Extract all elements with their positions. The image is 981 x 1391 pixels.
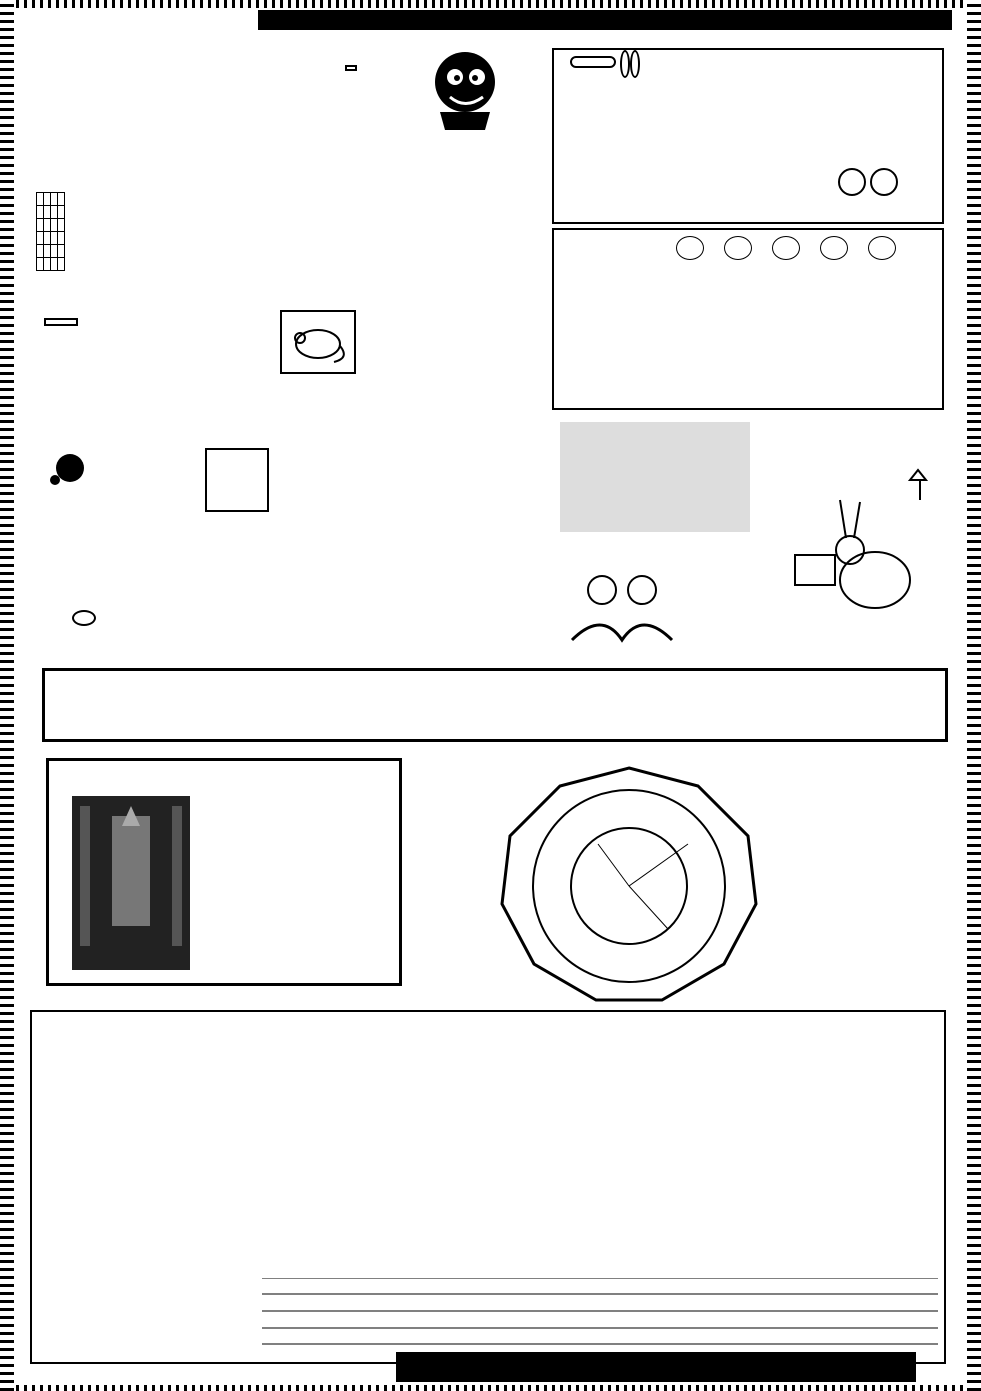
hot-num: [820, 236, 848, 260]
pick-side: [570, 56, 616, 68]
banner-box: [42, 668, 948, 742]
ornament-icon: [45, 448, 95, 488]
mascot-icon: [405, 42, 515, 132]
hot-num: [868, 236, 896, 260]
table-row: [37, 206, 65, 219]
tarot-card-image: [72, 796, 190, 970]
neimu-label: [205, 448, 269, 512]
ball: [870, 168, 898, 196]
col-header: [37, 193, 44, 206]
table-row: [37, 219, 65, 232]
bottom-border: [0, 1385, 981, 1391]
ball: [838, 168, 866, 196]
children-icon: [562, 560, 682, 650]
pick-ball: [630, 50, 640, 78]
footer-bar: [396, 1352, 916, 1382]
header-bar: [258, 10, 952, 30]
rat-picture: [280, 310, 356, 374]
hot-num: [724, 236, 752, 260]
col-header: [44, 193, 51, 206]
pick-title: [620, 52, 640, 76]
hot-num: [772, 236, 800, 260]
top-border: [0, 0, 981, 8]
badge-baifa: [345, 65, 357, 71]
zodiac-wheel: [498, 764, 760, 1004]
rat-icon: [282, 312, 354, 372]
col-header: [58, 193, 65, 206]
left-border: [0, 0, 14, 1391]
rabbit-icon: [770, 460, 940, 660]
table-row: [37, 258, 65, 271]
tip-burst: [72, 610, 96, 626]
right-border: [967, 0, 981, 1391]
slogan-block: [560, 422, 750, 532]
hierophant-icon: [72, 796, 190, 970]
pick-ball: [620, 50, 630, 78]
results-dot-matrix: [262, 1020, 938, 1270]
grid-lower-lines: [262, 1278, 938, 1356]
door-table-header: [37, 193, 65, 206]
pick-balls: [838, 168, 898, 216]
table-row: [37, 232, 65, 245]
poem-label: [44, 318, 78, 326]
hot-num: [676, 236, 704, 260]
pick-text: [622, 84, 862, 214]
door-table: [36, 192, 65, 271]
col-header: [51, 193, 58, 206]
hot-numbers: [676, 236, 916, 265]
table-row: [37, 245, 65, 258]
